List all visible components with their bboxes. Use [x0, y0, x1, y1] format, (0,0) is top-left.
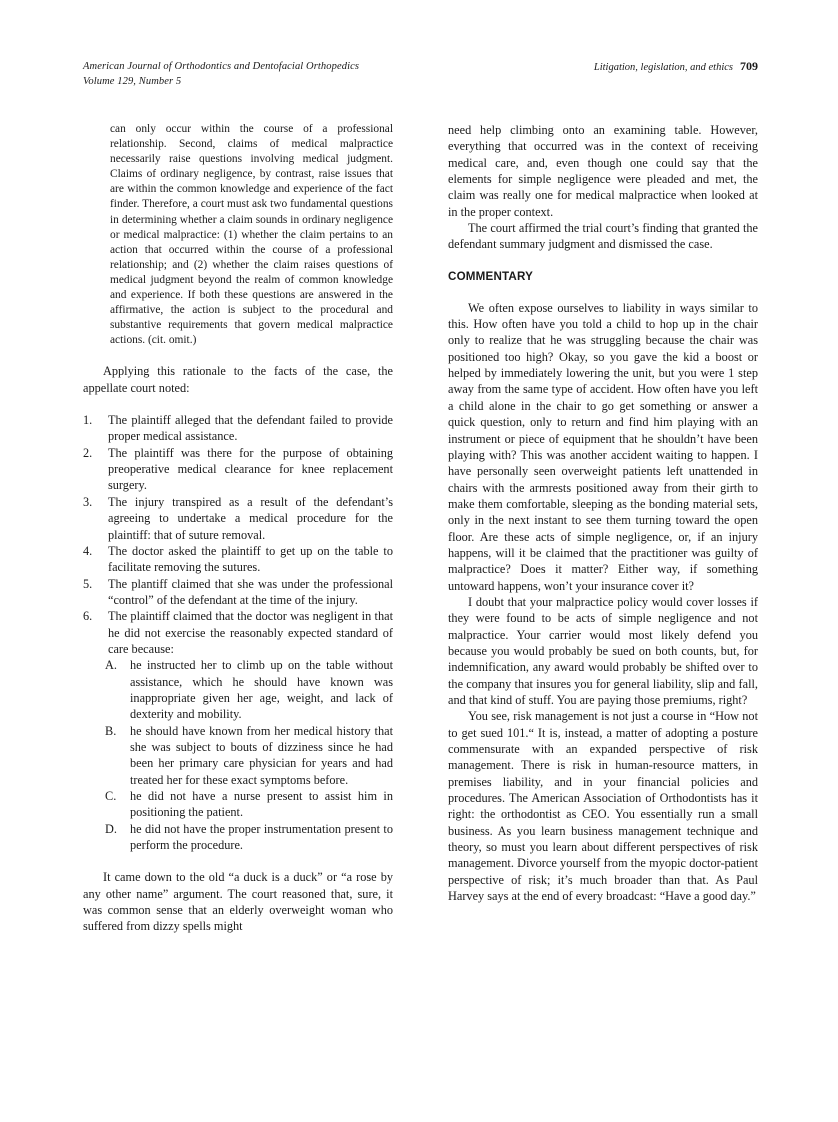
commentary-paragraph: We often expose ourselves to liability in ways similar to this. How often have you told a child to hop up in the chair only to realize that he was struggling because the chair was positioned too high? Okay, so you gave the kid a boost or helped by immediately lowering the unit, but you were 1 step away from the same type of accident. How often have you left a child alone in the chair to go get something or answer a quick question, only to return and find him playing with an instrument or piece of equipment that he shouldn’t have been playing with? This was another accident waiting to happen. I have personally seen overweight patients left unattended in chairs with the armrests positioned away from their girth to make them comfortable, sleeping as the bonding material sets, only in the next instant to see them turning toward the open floor. Are these acts of simple negligence, or, if an injury happens, will it be claimed that the practitioner was guilty of malpractice? Does it matter? Either way, if something untoward happens, won’t your insurance cover it?: [448, 300, 758, 593]
numbered-findings-list: [83, 412, 393, 657]
list-item-text: The injury transpired as a result of the defendant’s agreeing to undertake a medical procedure for the plaintiff: that of suture removal.: [108, 494, 393, 542]
list-item-text: The plaintiff alleged that the defendant failed to provide proper medical assistance.: [108, 413, 393, 444]
list-marker: C.: [105, 789, 117, 803]
continuation-paragraph: need help climbing onto an examining table. However, everything that occurred was in the context of receiving medical care, and, even though one could say that the elements for simple negligence were pleaded and met, the claim was really one for medical malpractice when looked at in the proper context.: [448, 123, 758, 219]
list-item: [83, 445, 393, 494]
spacer: [83, 853, 393, 869]
list-marker: B.: [105, 723, 117, 738]
list-marker: A.: [105, 658, 117, 673]
list-marker: 4.: [83, 543, 93, 558]
list-item: [105, 821, 393, 854]
list-item: [83, 576, 393, 609]
right-column: [448, 122, 758, 904]
blockquote-text: can only occur within the course of a professional relationship. Second, claims of medical malpractice necessarily raise questions involving medical judgment. Claims of ordinary negligence, by contrast, raise issues that are within the common knowledge and experience of the fact finder. Therefore, a court must ask two fundamental questions in determining whether a claim sounds in ordinary negligence or medical malpractice: (1) whether the claim pertains to an action that occurred within the course of a professional relationship; and (2) whether the claim raises questions of medical judgment beyond the realm of common knowledge and experience. If both these questions are answered in the affirmative, the action is subject to the procedural and substantive requirements that govern medical malpractice actions. (cit. omit.): [110, 123, 393, 347]
affirmed-paragraph: The court affirmed the trial court’s finding that granted the defendant summary judgment and dismissed the case.: [448, 221, 758, 252]
commentary-paragraph: You see, risk management is not just a course in “How not to get sued 101.“ It is, instead, a matter of adopting a posture commensurate with an expanded perspective of risk management. There is risk in human-resource matters, in premises liability, and in your financial policies and procedures. The American Association of Orthodontists has it right: the orthodontist as CEO. You essentially run a small business. As you learn business management technique and theory, so must you learn about different perspectives of risk management. Divorce yourself from the myopic doctor-patient perspective of risk; it’s much broader than that. As Paul Harvey says at the end of every broadcast: “Have a good day.”: [448, 709, 758, 904]
list-marker: 2.: [83, 445, 93, 460]
list-item-text: he instructed her to climb up on the table without assistance, which he should have known was inappropriate given her age, weight, and lack of dexterity and mobility.: [130, 658, 393, 722]
list-item: [83, 494, 393, 543]
list-marker: 5.: [83, 576, 93, 591]
list-item-text: The plantiff claimed that she was under the professional “control” of the defendant at the time of the injury.: [108, 576, 393, 607]
blockquote-court-opinion: [110, 122, 393, 348]
list-marker: 1.: [83, 413, 93, 428]
running-head-right: [594, 59, 758, 75]
list-item-text: The plaintiff claimed that the doctor was negligent in that he did not exercise the reasonably expected standard of care because:: [108, 609, 393, 656]
volume-line: [83, 74, 359, 89]
commentary-paragraph: I doubt that your malpractice policy would cover losses if they were found to be acts of simple negligence and not malpractice. Your carrier would most likely defend you because you would probably be sued on both counts, but, for indemnification, any award would probably be shifted over to the company that insures you for general liability, slip and fall, and that kind of stuff. You are paying those premiums, right?: [448, 594, 758, 707]
list-item: [83, 412, 393, 445]
lettered-sublist: [83, 657, 393, 853]
page-number: 709: [740, 59, 758, 73]
list-item-text: he should have known from her medical history that she was subject to bouts of dizziness since he had been her primary care physician for years and had treated her for these exact symptoms before.: [130, 723, 393, 787]
left-column: [83, 122, 393, 935]
applying-paragraph: Applying this rationale to the facts of the case, the appellate court noted:: [83, 364, 393, 395]
list-marker: 3.: [83, 494, 93, 509]
section-name: Litigation, legislation, and ethics: [593, 62, 733, 73]
list-marker: D.: [105, 821, 117, 836]
list-item-text: he did not have the proper instrumentation present to perform the procedure.: [130, 821, 393, 853]
list-item: [83, 543, 393, 576]
commentary-heading: COMMENTARY: [448, 269, 534, 283]
spacer: [83, 348, 393, 363]
volume-issue: 129, Number 5: [114, 76, 182, 87]
spacer: [448, 285, 758, 300]
running-head-left: [83, 59, 359, 89]
list-item-text: he did not have a nurse present to assist him in positioning the patient.: [130, 789, 393, 820]
list-item: [105, 657, 393, 722]
list-item: [105, 788, 393, 821]
running-head: [83, 59, 758, 93]
volume-word: Volume: [83, 76, 115, 87]
list-item: [83, 608, 393, 657]
spacer: [83, 396, 393, 412]
journal-title: American Journal of Orthodontics and Dentofacial Orthopedics: [83, 61, 360, 72]
list-marker: 6.: [83, 609, 93, 624]
list-item: [105, 723, 393, 788]
spacer: [448, 253, 758, 269]
list-item-text: The plaintiff was there for the purpose of obtaining preoperative medical clearance for knee replacement surgery.: [108, 445, 393, 493]
closing-paragraph: It came down to the old “a duck is a duck” or “a rose by any other name” argument. The court reasoned that, sure, it was common sense that an elderly overweight woman who suffered from dizzy spells might: [83, 870, 393, 934]
list-item-text: The doctor asked the plaintiff to get up on the table to facilitate removing the sutures.: [108, 543, 393, 575]
